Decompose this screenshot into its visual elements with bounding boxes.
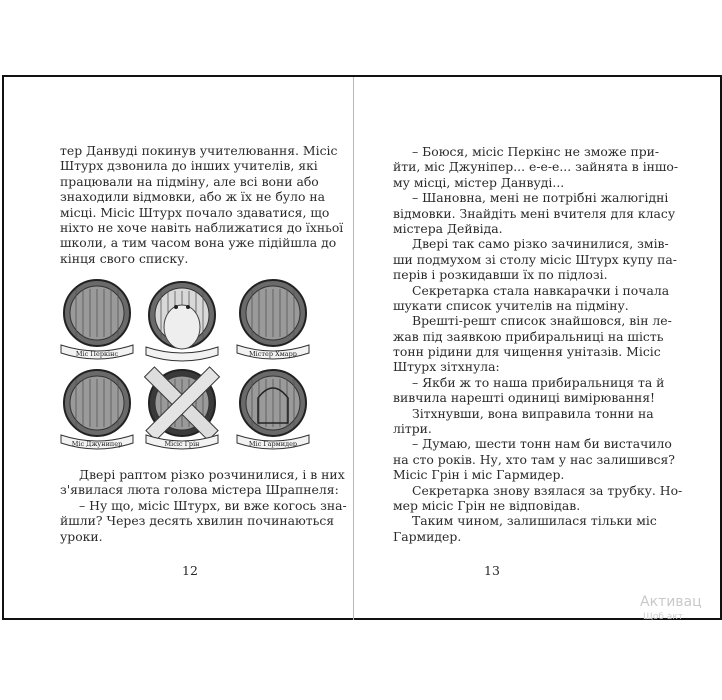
text-line: уроки. [60, 528, 103, 544]
text-line: Двері раптом різко розчинилися, і в них [79, 467, 345, 482]
paragraph [393, 236, 677, 283]
text-line: шукати список учителів на підміну. [393, 297, 629, 313]
portrait-label: Міс Перкінс [75, 350, 119, 358]
page-number-right: 13 [484, 563, 500, 578]
paragraph [393, 282, 670, 314]
text-line: тер Данвуді покинув учителювання. Місіс [60, 143, 338, 158]
text-line: Двері так само різко зачинилися, змів- [412, 236, 669, 252]
paragraph [60, 467, 345, 498]
portrait-label: Міс Джунипер [71, 440, 123, 448]
paragraph [393, 190, 676, 236]
text-line: з'явилася люта голова містера Шрапнеля: [60, 482, 339, 498]
text-line: жав під заявкою прибиральниці на шість [393, 328, 664, 344]
text-line: місці. Місіс Штурх почало здаватися, що [60, 204, 330, 220]
text-line: містера Дейвіда. [393, 220, 503, 236]
text-line: літри. [393, 421, 432, 437]
paragraph [393, 144, 679, 190]
activation-watermark-subtext: Щоб акт [643, 612, 683, 622]
text-line: йти, міс Джунiпер... е-е-е... зайнята в іншо- [393, 159, 679, 175]
page-gutter [353, 77, 354, 620]
text-line: відмовки. Знайдіть мені вчителя для класу [393, 205, 676, 221]
text-line: йшли? Через десять хвилин починаються [60, 513, 335, 529]
left-page-text-bottom [60, 467, 347, 544]
activation-watermark: Активац [640, 594, 702, 610]
text-line: знаходили відмовки, або ж їх не було на [60, 189, 325, 205]
text-line: кінця свого списку. [60, 250, 189, 266]
portrait-birdcage [237, 370, 309, 449]
text-line: Місіс Грін і міс Гармидер. [393, 467, 565, 483]
page-number-left: 12 [182, 563, 198, 578]
text-line: Зітхнувши, вона виправила тонни на [412, 405, 654, 421]
text-line: ши подмухом зі столу місіс Штурх купу па- [393, 251, 677, 267]
text-line: вивчила нарешті одиниці вимірювання! [393, 390, 656, 406]
text-line: – Якби ж то наша прибиральниця та й [412, 374, 665, 390]
portrait-cage-curtain [237, 280, 309, 359]
text-line: Врешті-решт список знайшовся, він ле- [412, 313, 672, 329]
text-line: Штурх дзвонила до інших учителів, які [60, 158, 318, 174]
text-line: Секретарка знову взялася за трубку. Но- [412, 482, 683, 498]
text-line: мер місіс Грін не відповідав. [393, 497, 581, 513]
paragraph [60, 497, 347, 544]
text-line: Штурх зітхнула: [393, 359, 500, 375]
paragraph [393, 482, 683, 514]
paragraph [393, 405, 654, 437]
portrait-perkins [61, 280, 133, 359]
portrait-label: Міс Гармидер [248, 440, 298, 448]
text-line: Гармидер. [393, 528, 462, 544]
text-line: – Шановна, мені не потрібні жалюгідні [412, 190, 669, 206]
portrait-bearded-man [146, 282, 218, 361]
text-line: ніхто не хоче навіть наближатися до їхньої [60, 219, 344, 235]
paragraph [393, 436, 675, 483]
text-line: му місці, містер Данвуді... [393, 174, 565, 190]
paragraph [393, 313, 672, 375]
portrait-juniper [61, 370, 133, 449]
portrait-label: Містер Хмарр [249, 350, 297, 358]
text-line: на сто років. Ну, хто там у нас залишився? [393, 451, 675, 467]
text-line: перів і розкидавши їх по підлозі. [393, 267, 608, 283]
portrait-boarded-up [145, 367, 220, 449]
right-page-text [393, 144, 683, 544]
paragraph [393, 374, 665, 406]
paragraph [60, 143, 344, 266]
text-line: – Боюся, місіс Перкінс не зможе при- [412, 144, 660, 159]
text-line: Секретарка стала навкарачки і почала [412, 282, 670, 298]
text-line: тонн рідини для чищення унітазів. Місіс [393, 344, 661, 360]
text-line: – Ну що, місіс Штурх, ви вже когось зна- [79, 497, 347, 513]
text-line: – Думаю, шести тонн нам би вистачило [412, 436, 672, 452]
paragraph [393, 513, 657, 544]
portrait-label: Місіс Грін [164, 440, 200, 448]
left-page-text-top [60, 143, 344, 266]
text-line: працювали на підміну, але всі вони або [60, 173, 319, 189]
teacher-portraits-illustration [50, 270, 350, 455]
text-line: школи, а тим часом вона уже підійшла до [60, 235, 337, 251]
text-line: Таким чином, залишилася тільки міс [412, 513, 657, 529]
